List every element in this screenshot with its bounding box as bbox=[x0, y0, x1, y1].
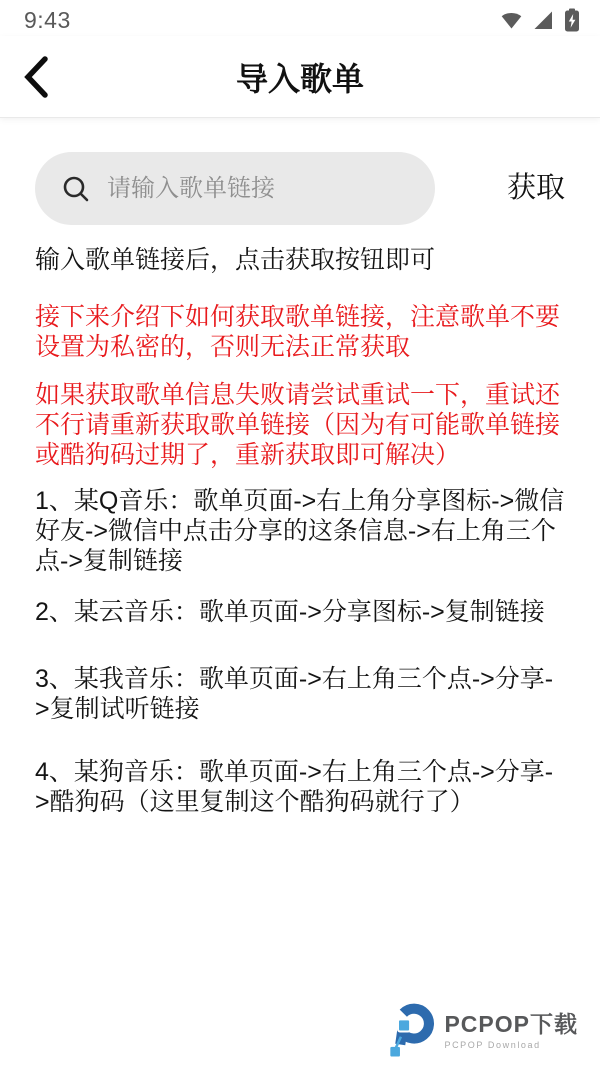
hint-text: 输入歌单链接后，点击获取按钮即可 bbox=[35, 246, 436, 274]
steps-list bbox=[35, 486, 565, 817]
step-item-2: 2、某云音乐：歌单页面->分享图标->复制链接 bbox=[35, 598, 545, 626]
header bbox=[0, 36, 600, 118]
watermark-text bbox=[444, 1012, 578, 1049]
status-bar bbox=[0, 0, 600, 36]
wifi-icon bbox=[499, 8, 524, 32]
back-icon bbox=[22, 88, 50, 103]
back-button[interactable] bbox=[16, 48, 56, 106]
status-time: 9:43 bbox=[24, 6, 71, 33]
cellular-signal-icon bbox=[531, 8, 555, 32]
pcpop-logo-icon bbox=[386, 1002, 444, 1060]
battery-charging-icon bbox=[562, 7, 582, 33]
status-icons bbox=[499, 7, 582, 33]
search-icon bbox=[61, 174, 91, 204]
step-item-1: 1、某Q音乐：歌单页面->右上角分享图标->微信好友->微信中点击分享的这条信息->右上角三个点->复制链接 bbox=[35, 487, 565, 575]
search-row bbox=[35, 152, 565, 225]
fetch-button[interactable]: 获取 bbox=[506, 172, 565, 204]
page-title: 导入歌单 bbox=[235, 60, 365, 97]
warning-text-2: 如果获取歌单信息失败请尝试重试一下，重试还不行请重新获取歌单链接（因为有可能歌单链接或酷狗码过期了，重新获取即可解决） bbox=[35, 381, 561, 469]
playlist-link-field[interactable] bbox=[35, 152, 435, 225]
playlist-link-input[interactable] bbox=[107, 175, 413, 203]
pcpop-watermark bbox=[386, 1002, 578, 1060]
watermark-brand: PCPOP下载 bbox=[444, 1011, 578, 1038]
watermark-subtitle: PCPOP Download bbox=[444, 1039, 541, 1050]
content bbox=[0, 118, 600, 817]
step-item-3: 3、某我音乐：歌单页面->右上角三个点->分享->复制试听链接 bbox=[35, 665, 554, 723]
warning-text-1: 接下来介绍下如何获取歌单链接，注意歌单不要设置为私密的，否则无法正常获取 bbox=[35, 303, 561, 361]
step-item-4: 4、某狗音乐：歌单页面->右上角三个点->分享->酷狗码（这里复制这个酷狗码就行了） bbox=[35, 758, 554, 816]
